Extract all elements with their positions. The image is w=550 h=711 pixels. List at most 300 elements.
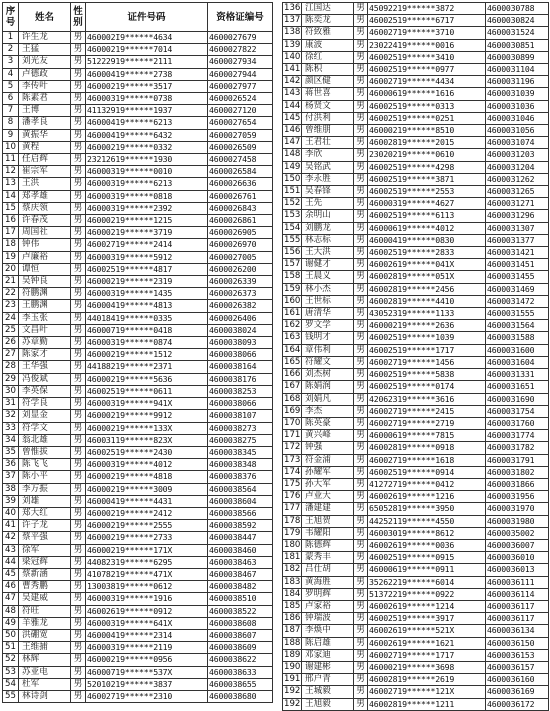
table-row — [283, 417, 549, 429]
cell-seq: 173 — [284, 454, 301, 465]
cell-cert-no: 4600036010 — [486, 552, 549, 564]
cell-cert-no: 4600036157 — [486, 661, 549, 673]
cell-sex: 男 — [354, 625, 368, 637]
left-roster-table — [2, 2, 273, 703]
cell-seq: 17 — [3, 227, 19, 239]
cell-id-no: 46003119******823X — [86, 434, 208, 446]
cell-cert-no: 4600038608 — [208, 617, 273, 629]
cell-seq: 50 — [3, 629, 19, 641]
cell-name: 黄程 — [19, 141, 71, 153]
cell-seq: 169 — [284, 405, 301, 416]
cell-name: 符学文 — [19, 422, 71, 434]
cell-name: 文昌叶 — [19, 324, 71, 336]
cell-cert-no: 4600038604 — [208, 495, 273, 507]
table-row — [3, 154, 273, 166]
cell-cert-no: 4600026636 — [208, 178, 273, 190]
cell-sex: 男 — [354, 112, 368, 124]
table-row — [283, 39, 549, 51]
cell-seq: 182 — [284, 564, 301, 575]
cell-seq: 25 — [3, 324, 19, 336]
cell-cert-no: 4600038522 — [208, 605, 273, 617]
cell-cert-no: 4600027944 — [208, 68, 273, 80]
cell-id-no: 46002619******0036 — [368, 539, 486, 551]
table-row — [283, 430, 549, 442]
table-row — [3, 202, 273, 214]
cell-name: 许子龙 — [19, 520, 71, 532]
cell-id-no: 46002719******3710 — [368, 27, 486, 39]
table-row — [3, 166, 273, 178]
cell-name: 刘光友 — [19, 56, 71, 68]
cell-name: 王世标 — [302, 295, 354, 307]
cell-sex: 男 — [71, 617, 86, 629]
cell-cert-no: 4600026373 — [208, 288, 273, 300]
cell-cert-no: 4600036172 — [486, 698, 549, 710]
table-row — [283, 234, 549, 246]
cell-seq: 11 — [3, 154, 19, 166]
cell-sex: 男 — [354, 125, 368, 137]
cell-name: 韦耀阳 — [302, 527, 354, 539]
cell-name: 谢健才 — [302, 259, 354, 271]
cell-seq: 138 — [284, 27, 301, 38]
header-id-no: 证件号码 — [86, 3, 208, 32]
table-row — [283, 466, 549, 478]
cell-seq: 156 — [284, 247, 301, 258]
cell-id-no: 46002519******6717 — [368, 15, 486, 27]
cell-id-no: 46000219******171X — [86, 544, 208, 556]
table-row — [3, 666, 273, 678]
cell-sex: 男 — [71, 654, 86, 666]
table-row — [283, 308, 549, 320]
cell-cert-no: 4600038253 — [208, 385, 273, 397]
cell-sex: 男 — [354, 564, 368, 576]
cell-cert-no: 4600038622 — [208, 654, 273, 666]
table-row — [283, 454, 549, 466]
cell-id-no: 41272719******0412 — [368, 478, 486, 490]
cell-seq: 168 — [284, 393, 301, 404]
cell-seq: 150 — [284, 173, 301, 184]
cell-id-no: 46002819******1211 — [368, 698, 486, 710]
cell-id-no: 46002519******0313 — [368, 100, 486, 112]
table-row — [283, 247, 549, 259]
table-row — [3, 263, 273, 275]
cell-sex: 男 — [71, 593, 86, 605]
cell-seq: 9 — [3, 129, 19, 141]
cell-id-no: 46000319******6213 — [86, 178, 208, 190]
cell-id-no: 46000319******641X — [86, 617, 208, 629]
cell-cert-no: 4600038607 — [208, 629, 273, 641]
cell-name: 江国达 — [302, 3, 354, 15]
cell-id-no: 46000319******2392 — [86, 202, 208, 214]
cell-name: 林小杰 — [302, 283, 354, 295]
cell-seq: 20 — [3, 263, 19, 275]
cell-id-no: 46002619******1214 — [368, 600, 486, 612]
cell-name: 王华强 — [19, 361, 71, 373]
cell-sex: 男 — [354, 356, 368, 368]
table-row — [283, 271, 549, 283]
table-row — [3, 337, 273, 349]
cell-name: 余明山 — [302, 210, 354, 222]
cell-cert-no: 4600031204 — [486, 161, 549, 173]
cell-seq: 180 — [284, 539, 301, 550]
cell-sex: 男 — [354, 442, 368, 454]
cell-seq: 147 — [284, 137, 301, 148]
cell-name: 羊雅龙 — [19, 617, 71, 629]
cell-cert-no: 4600038107 — [208, 410, 273, 422]
cell-name: 刘娟凡 — [302, 393, 354, 405]
cell-seq: 51 — [3, 642, 19, 654]
cell-seq: 7 — [3, 105, 19, 117]
cell-sex: 男 — [354, 588, 368, 600]
cell-name: 王大洪 — [302, 247, 354, 259]
cell-sex: 男 — [71, 568, 86, 580]
cell-name: 蔡新涵 — [19, 568, 71, 580]
cell-cert-no: 4600026382 — [208, 300, 273, 312]
cell-seq: 53 — [3, 666, 19, 678]
table-row — [283, 442, 549, 454]
cell-name: 王君壮 — [302, 137, 354, 149]
cell-id-no: 46000219******2636 — [368, 320, 486, 332]
cell-cert-no: 4600031604 — [486, 356, 549, 368]
cell-name: 颜区健 — [302, 76, 354, 88]
cell-id-no: 46000319******0818 — [86, 190, 208, 202]
cell-name: 刘雄 — [19, 495, 71, 507]
cell-id-no: 46000319******0874 — [86, 337, 208, 349]
cell-seq: 154 — [284, 222, 301, 233]
table-row — [283, 600, 549, 612]
cell-cert-no: 4600031588 — [486, 332, 549, 344]
cell-id-no: 46002719******2310 — [86, 690, 208, 702]
cell-seq: 12 — [3, 166, 19, 178]
cell-sex: 男 — [71, 44, 86, 56]
cell-seq: 47 — [3, 593, 19, 605]
table-row — [283, 478, 549, 490]
cell-sex: 男 — [354, 234, 368, 246]
table-row — [3, 288, 273, 300]
cell-id-no: 46000219******2733 — [86, 532, 208, 544]
cell-seq: 170 — [284, 417, 301, 428]
cell-id-no: 46000619******1616 — [368, 88, 486, 100]
table-row — [3, 690, 273, 702]
cell-id-no: 46000319******1435 — [86, 288, 208, 300]
cell-sex: 男 — [354, 222, 368, 234]
table-row — [3, 105, 273, 117]
cell-cert-no: 4600031754 — [486, 405, 549, 417]
cell-sex: 男 — [354, 503, 368, 515]
table-row — [283, 295, 549, 307]
table-row — [3, 80, 273, 92]
cell-sex: 男 — [354, 308, 368, 320]
table-row — [3, 593, 273, 605]
table-row — [283, 515, 549, 527]
cell-cert-no: 4600031265 — [486, 186, 549, 198]
cell-cert-no: 4600030899 — [486, 51, 549, 63]
cell-cert-no: 4600027654 — [208, 117, 273, 129]
cell-seq: 181 — [284, 552, 301, 563]
cell-seq: 26 — [3, 337, 19, 349]
cell-name: 王洪 — [19, 178, 71, 190]
cell-name: 符学良 — [19, 398, 71, 410]
cell-id-no: 46000419******0830 — [368, 234, 486, 246]
cell-cert-no: 4600038460 — [208, 544, 273, 556]
cell-sex: 男 — [71, 166, 86, 178]
header-cert-no: 资格证编号 — [208, 3, 273, 32]
cell-name: 黄兴峰 — [302, 430, 354, 442]
cell-id-no: 44188219******2371 — [86, 361, 208, 373]
cell-name: 李英保 — [19, 385, 71, 397]
table-row — [283, 381, 549, 393]
table-row — [283, 405, 549, 417]
cell-name: 翁北雄 — [19, 434, 71, 446]
cell-name: 王维捕 — [19, 642, 71, 654]
cell-sex: 男 — [354, 515, 368, 527]
cell-id-no: 43052319******1133 — [368, 308, 486, 320]
cell-cert-no: 4600038066 — [208, 398, 273, 410]
cell-cert-no: 4600027458 — [208, 154, 273, 166]
cell-cert-no: 4600038066 — [208, 349, 273, 361]
cell-seq: 49 — [3, 617, 19, 629]
cell-sex: 男 — [71, 215, 86, 227]
cell-name: 陈启雄 — [302, 637, 354, 649]
cell-sex: 男 — [71, 410, 86, 422]
cell-cert-no: 4600026843 — [208, 202, 273, 214]
cell-seq: 151 — [284, 186, 301, 197]
cell-seq: 34 — [3, 434, 19, 446]
cell-id-no: 46002619******041X — [368, 259, 486, 271]
cell-name: 刘杰树 — [302, 369, 354, 381]
cell-sex: 男 — [71, 288, 86, 300]
cell-seq: 31 — [3, 398, 19, 410]
cell-name: 吕仕胡 — [302, 564, 354, 576]
cell-id-no: 46000219******3698 — [368, 661, 486, 673]
cell-sex: 男 — [71, 129, 86, 141]
cell-id-no: 46002719******1618 — [368, 454, 486, 466]
cell-sex: 男 — [71, 544, 86, 556]
cell-seq: 37 — [3, 471, 19, 483]
cell-cert-no: 4600031451 — [486, 259, 549, 271]
cell-name: 邓家迪 — [302, 649, 354, 661]
cell-id-no: 46002519******3871 — [368, 173, 486, 185]
table-row — [283, 393, 549, 405]
cell-name: 洪硼宽 — [19, 629, 71, 641]
cell-seq: 29 — [3, 373, 19, 385]
cell-id-no: 46002619******521X — [368, 625, 486, 637]
table-row — [283, 686, 549, 698]
cell-seq: 140 — [284, 51, 301, 62]
cell-sex: 男 — [354, 137, 368, 149]
cell-sex: 男 — [71, 154, 86, 166]
cell-id-no: 46000319******941X — [86, 398, 208, 410]
cell-name: 吴春锋 — [302, 186, 354, 198]
cell-id-no: 46000219******0332 — [86, 141, 208, 153]
cell-id-no: 46000219******1215 — [86, 215, 208, 227]
cell-cert-no: 4600036153 — [486, 649, 549, 661]
table-row — [283, 27, 549, 39]
cell-cert-no: 4600038566 — [208, 507, 273, 519]
cell-id-no: 46000319******0738 — [86, 93, 208, 105]
cell-seq: 36 — [3, 459, 19, 471]
cell-id-no: 46002519******0914 — [368, 466, 486, 478]
cell-sex: 男 — [354, 686, 368, 698]
cell-name: 林志标 — [302, 234, 354, 246]
left-table-panel — [2, 2, 272, 703]
cell-cert-no: 4600038467 — [208, 568, 273, 580]
cell-name: 李玉张 — [19, 312, 71, 324]
cell-id-no: 46002819******0918 — [368, 442, 486, 454]
cell-sex: 男 — [354, 320, 368, 332]
cell-name: 王博 — [19, 105, 71, 117]
cell-id-no: 44252119******4550 — [368, 515, 486, 527]
cell-sex: 男 — [71, 459, 86, 471]
cell-name: 蒋世喜 — [302, 88, 354, 100]
cell-seq: 46 — [3, 581, 19, 593]
cell-sex: 男 — [354, 332, 368, 344]
cell-id-no: 46000419******2738 — [86, 68, 208, 80]
cell-seq: 157 — [284, 259, 301, 270]
cell-cert-no: 4600038376 — [208, 471, 273, 483]
cell-cert-no: 4600031791 — [486, 454, 549, 466]
cell-name: 刘鹏龙 — [302, 222, 354, 234]
cell-id-no: 46002519******3410 — [368, 51, 486, 63]
cell-seq: 16 — [3, 215, 19, 227]
table-row — [283, 100, 549, 112]
cell-id-no: 46002819******2456 — [368, 283, 486, 295]
cell-seq: 152 — [284, 198, 301, 209]
cell-cert-no: 4600038609 — [208, 642, 273, 654]
cell-sex: 男 — [354, 198, 368, 210]
cell-name: 任启辉 — [19, 154, 71, 166]
cell-seq: 45 — [3, 568, 19, 580]
cell-name: 符旺 — [19, 605, 71, 617]
cell-cert-no: 4600027059 — [208, 129, 273, 141]
cell-sex: 男 — [71, 239, 86, 251]
cell-name: 陈德辉 — [302, 539, 354, 551]
cell-seq: 167 — [284, 381, 301, 392]
cell-name: 罗文学 — [302, 320, 354, 332]
table-row — [3, 507, 273, 519]
cell-id-no: 46000619******4012 — [368, 222, 486, 234]
cell-sex: 男 — [71, 276, 86, 288]
table-row — [3, 251, 273, 263]
cell-seq: 162 — [284, 320, 301, 331]
cell-sex: 男 — [71, 32, 86, 44]
cell-sex: 男 — [71, 56, 86, 68]
cell-cert-no: 4600031555 — [486, 308, 549, 320]
cell-sex: 男 — [354, 295, 368, 307]
cell-seq: 176 — [284, 491, 301, 502]
cell-id-no: 46000219******8510 — [368, 125, 486, 137]
cell-name: 王旭贺 — [302, 515, 354, 527]
cell-sex: 男 — [71, 105, 86, 117]
cell-id-no: 46000319******4012 — [86, 459, 208, 471]
cell-sex: 男 — [71, 251, 86, 263]
cell-cert-no: 4600031056 — [486, 125, 549, 137]
cell-name: 徐军 — [19, 544, 71, 556]
table-row — [283, 674, 549, 686]
cell-seq: 175 — [284, 478, 301, 489]
cell-sex: 男 — [354, 149, 368, 161]
cell-cert-no: 4600026861 — [208, 215, 273, 227]
cell-seq: 38 — [3, 483, 19, 495]
cell-cert-no: 4600030824 — [486, 15, 549, 27]
cell-sex: 男 — [354, 600, 368, 612]
cell-cert-no: 4600036013 — [486, 564, 549, 576]
cell-name: 付洪利 — [302, 112, 354, 124]
cell-sex: 男 — [71, 666, 86, 678]
cell-seq: 5 — [3, 80, 19, 92]
table-row — [3, 324, 273, 336]
cell-sex: 男 — [354, 381, 368, 393]
table-row — [283, 259, 549, 271]
cell-seq: 185 — [284, 600, 301, 611]
cell-name: 徐红 — [302, 51, 354, 63]
cell-name: 杜军 — [19, 678, 71, 690]
cell-cert-no: 4600031377 — [486, 234, 549, 246]
cell-name: 符金浦 — [302, 454, 354, 466]
table-row — [283, 88, 549, 100]
left-header-row — [3, 3, 273, 32]
cell-seq: 172 — [284, 442, 301, 453]
cell-sex: 男 — [71, 581, 86, 593]
cell-seq: 148 — [284, 149, 301, 160]
cell-seq: 158 — [284, 271, 301, 282]
cell-id-no: 46000419******2314 — [86, 629, 208, 641]
table-row — [3, 446, 273, 458]
cell-cert-no: 4600031956 — [486, 491, 549, 503]
cell-name: 陈素君 — [19, 93, 71, 105]
cell-id-no: 46002519******3917 — [368, 613, 486, 625]
cell-seq: 177 — [284, 503, 301, 514]
table-row — [3, 56, 273, 68]
cell-cert-no: 4600031039 — [486, 88, 549, 100]
cell-sex: 男 — [71, 629, 86, 641]
cell-seq: 15 — [3, 202, 19, 214]
cell-seq: 155 — [284, 234, 301, 245]
cell-id-no: 41078219******471X — [86, 568, 208, 580]
cell-seq: 144 — [284, 100, 301, 111]
cell-name: 刘显金 — [19, 410, 71, 422]
cell-sex: 男 — [71, 495, 86, 507]
cell-cert-no: 4600038655 — [208, 678, 273, 690]
cell-sex: 男 — [71, 532, 86, 544]
cell-cert-no: 4600026509 — [208, 141, 273, 153]
cell-id-no: 46002519******0915 — [368, 552, 486, 564]
cell-name: 卢家裕 — [302, 600, 354, 612]
cell-id-no: 46002719******121X — [368, 686, 486, 698]
cell-sex: 男 — [354, 527, 368, 539]
cell-id-no: 65052819******3950 — [368, 503, 486, 515]
table-row — [3, 227, 273, 239]
cell-sex: 男 — [354, 405, 368, 417]
table-row — [283, 625, 549, 637]
cell-sex: 男 — [354, 393, 368, 405]
cell-name: 蔡庆领 — [19, 202, 71, 214]
table-row — [3, 385, 273, 397]
cell-id-no: 46002519******0251 — [368, 112, 486, 124]
table-row — [283, 222, 549, 234]
header-sex: 性别 — [71, 3, 86, 32]
cell-seq: 2 — [3, 44, 19, 56]
cell-sex: 男 — [354, 39, 368, 51]
cell-cert-no: 4600031600 — [486, 344, 549, 356]
table-row — [3, 422, 273, 434]
cell-name: 苏亚电 — [19, 666, 71, 678]
cell-id-no: 52010219******3837 — [86, 678, 208, 690]
cell-name: 孙大军 — [302, 478, 354, 490]
cell-sex: 男 — [354, 576, 368, 588]
cell-id-no: 46002619******1216 — [368, 491, 486, 503]
cell-id-no: 42062319******3616 — [368, 393, 486, 405]
cell-name: 王猛 — [19, 44, 71, 56]
